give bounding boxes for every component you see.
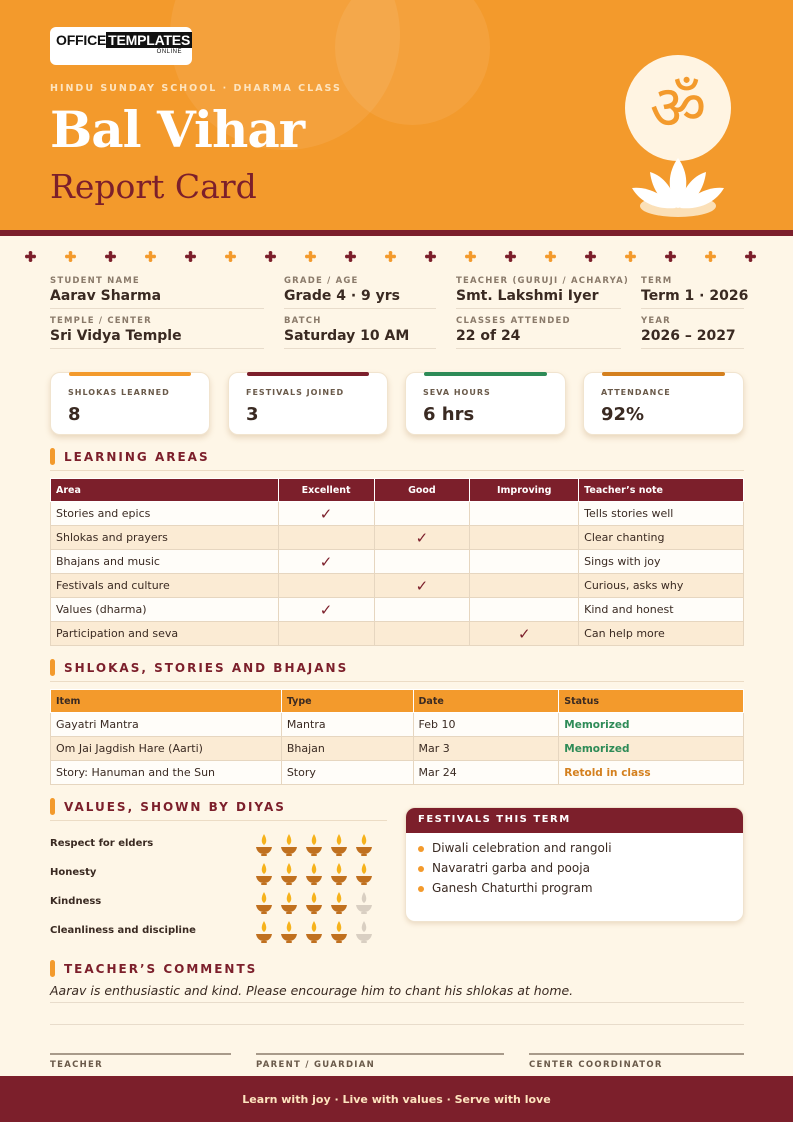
good-cell: ✓ bbox=[374, 574, 470, 598]
info-year bbox=[641, 316, 744, 349]
flower-dot-icon bbox=[705, 251, 716, 262]
flower-dot-icon bbox=[185, 251, 196, 262]
table-row bbox=[51, 502, 744, 526]
logo-text-office: OFFICE bbox=[56, 32, 107, 48]
value-row bbox=[50, 833, 390, 861]
info-label: GRADE / AGE bbox=[284, 276, 359, 286]
stat-card-seva bbox=[405, 372, 566, 435]
flower-dot-icon bbox=[265, 251, 276, 262]
diya-lit-icon bbox=[254, 891, 274, 915]
area-cell: Stories and epics bbox=[51, 502, 279, 526]
stat-label: FESTIVALS JOINED bbox=[246, 388, 345, 397]
footer-bar bbox=[0, 1076, 793, 1122]
note-cell: Clear chanting bbox=[579, 526, 744, 550]
diya-lit-icon bbox=[354, 833, 374, 857]
info-term bbox=[641, 276, 749, 309]
flower-dot-icon bbox=[665, 251, 676, 262]
area-cell: Values (dharma) bbox=[51, 598, 279, 622]
excellent-cell: ✓ bbox=[278, 598, 374, 622]
signature-teacher: TEACHER bbox=[50, 1053, 231, 1070]
improving-cell: ✓ bbox=[470, 622, 579, 646]
list-item: Ganesh Chaturthi program bbox=[418, 881, 731, 901]
info-teacher bbox=[456, 276, 629, 309]
flower-dot-icon bbox=[145, 251, 156, 262]
stat-value: 6 hrs bbox=[423, 404, 475, 425]
page-subtitle: Report Card bbox=[50, 167, 257, 206]
status-cell: Retold in class bbox=[559, 761, 744, 785]
stat-accent-bar bbox=[247, 372, 369, 376]
date-cell: Mar 3 bbox=[413, 737, 559, 761]
excellent-cell: ✓ bbox=[278, 550, 374, 574]
info-label: TEMPLE / CENTER bbox=[50, 316, 152, 326]
attended-value: 22 of 24 bbox=[456, 328, 621, 349]
excellent-cell bbox=[278, 622, 374, 646]
col-header-area: Area bbox=[51, 479, 279, 502]
diya-unlit-icon bbox=[354, 920, 374, 944]
flower-dot-icon bbox=[545, 251, 556, 262]
comment-line bbox=[50, 1002, 744, 1003]
excellent-cell: ✓ bbox=[278, 502, 374, 526]
stat-accent-bar bbox=[69, 372, 191, 376]
excellent-cell bbox=[278, 526, 374, 550]
diya-unlit-icon bbox=[354, 891, 374, 915]
col-header-item: Item bbox=[51, 690, 282, 713]
festivals-card bbox=[405, 807, 744, 922]
shlokas-table bbox=[50, 689, 744, 785]
table-row bbox=[51, 713, 744, 737]
values-heading: VALUES, SHOWN BY DIYAS bbox=[50, 800, 286, 814]
section-divider bbox=[50, 470, 744, 471]
info-label: TEACHER (GURUJI / ACHARYA) bbox=[456, 276, 629, 286]
flower-dot-icon bbox=[425, 251, 436, 262]
col-header-date: Date bbox=[413, 690, 559, 713]
diya-lit-icon bbox=[304, 833, 324, 857]
diya-lit-icon bbox=[279, 862, 299, 886]
teacher-comment: Aarav is enthusiastic and kind. Please encourage him to chant his shlokas at home. bbox=[50, 983, 574, 998]
stat-card-festivals bbox=[228, 372, 388, 435]
col-header-status: Status bbox=[559, 690, 744, 713]
table-row bbox=[51, 526, 744, 550]
term-value: Term 1 · 2026 bbox=[641, 288, 744, 309]
stat-value: 8 bbox=[68, 404, 81, 425]
info-student-name bbox=[50, 276, 264, 309]
flower-dot-icon bbox=[345, 251, 356, 262]
value-label: Cleanliness and discipline bbox=[50, 925, 196, 936]
diya-lit-icon bbox=[279, 920, 299, 944]
info-attended bbox=[456, 316, 621, 349]
value-row bbox=[50, 891, 390, 919]
good-cell bbox=[374, 502, 470, 526]
info-label: STUDENT NAME bbox=[50, 276, 140, 286]
type-cell: Bhajan bbox=[281, 737, 413, 761]
stat-label: SEVA HOURS bbox=[423, 388, 491, 397]
stat-label: ATTENDANCE bbox=[601, 388, 671, 397]
footer-motto: Learn with joy · Live with values · Serve with love bbox=[242, 1092, 551, 1106]
logo-subtext: ONLINE bbox=[156, 49, 182, 55]
flower-dot-icon bbox=[505, 251, 516, 262]
flower-dot-icon bbox=[625, 251, 636, 262]
stat-card-shlokas bbox=[50, 372, 210, 435]
comments-heading: TEACHER’S COMMENTS bbox=[50, 962, 257, 976]
col-header-type: Type bbox=[281, 690, 413, 713]
list-item: Diwali celebration and rangoli bbox=[418, 841, 731, 861]
info-batch bbox=[284, 316, 436, 349]
diya-lit-icon bbox=[254, 833, 274, 857]
table-header-row bbox=[51, 690, 744, 713]
improving-cell bbox=[470, 502, 579, 526]
info-label: TERM bbox=[641, 276, 673, 286]
stat-label: SHLOKAS LEARNED bbox=[68, 388, 170, 397]
info-label: YEAR bbox=[641, 316, 671, 326]
festivals-list bbox=[406, 833, 743, 901]
info-label: BATCH bbox=[284, 316, 322, 326]
table-header-row bbox=[51, 479, 744, 502]
flower-dot-icon bbox=[105, 251, 116, 262]
excellent-cell bbox=[278, 574, 374, 598]
value-label: Honesty bbox=[50, 867, 97, 878]
item-cell: Gayatri Mantra bbox=[51, 713, 282, 737]
flower-dot-icon bbox=[465, 251, 476, 262]
festivals-heading: FESTIVALS THIS TERM bbox=[406, 808, 743, 833]
value-row bbox=[50, 862, 390, 890]
dot-divider bbox=[25, 251, 770, 265]
note-cell: Tells stories well bbox=[579, 502, 744, 526]
stat-card-attendance bbox=[583, 372, 744, 435]
header-banner bbox=[0, 0, 793, 230]
school-eyebrow: HINDU SUNDAY SCHOOL · DHARMA CLASS bbox=[50, 83, 342, 94]
om-icon: ॐ bbox=[649, 71, 707, 144]
improving-cell bbox=[470, 598, 579, 622]
lotus-icon bbox=[628, 150, 728, 220]
diya-lit-icon bbox=[329, 833, 349, 857]
area-cell: Bhajans and music bbox=[51, 550, 279, 574]
flower-dot-icon bbox=[305, 251, 316, 262]
area-cell: Participation and seva bbox=[51, 622, 279, 646]
teacher-value: Smt. Lakshmi Iyer bbox=[456, 288, 621, 309]
flower-dot-icon bbox=[385, 251, 396, 262]
flower-dot-icon bbox=[585, 251, 596, 262]
improving-cell bbox=[470, 574, 579, 598]
center-value: Sri Vidya Temple bbox=[50, 328, 264, 349]
good-cell bbox=[374, 622, 470, 646]
table-row bbox=[51, 550, 744, 574]
table-row bbox=[51, 574, 744, 598]
diya-lit-icon bbox=[279, 891, 299, 915]
diya-lit-icon bbox=[279, 833, 299, 857]
stat-value: 92% bbox=[601, 404, 645, 425]
table-row bbox=[51, 598, 744, 622]
col-header-improving: Improving bbox=[470, 479, 579, 502]
section-divider bbox=[50, 681, 744, 682]
table-row bbox=[51, 737, 744, 761]
area-cell: Festivals and culture bbox=[51, 574, 279, 598]
item-cell: Om Jai Jagdish Hare (Aarti) bbox=[51, 737, 282, 761]
stat-accent-bar bbox=[424, 372, 547, 376]
info-center bbox=[50, 316, 264, 349]
batch-value: Saturday 10 AM bbox=[284, 328, 436, 349]
om-emblem bbox=[625, 55, 731, 161]
col-header-good: Good bbox=[374, 479, 470, 502]
diya-lit-icon bbox=[354, 862, 374, 886]
status-cell: Memorized bbox=[559, 737, 744, 761]
type-cell: Mantra bbox=[281, 713, 413, 737]
type-cell: Story bbox=[281, 761, 413, 785]
table-row bbox=[51, 761, 744, 785]
grade-value: Grade 4 · 9 yrs bbox=[284, 288, 436, 309]
flower-dot-icon bbox=[225, 251, 236, 262]
value-label: Kindness bbox=[50, 896, 102, 907]
diya-lit-icon bbox=[304, 891, 324, 915]
date-cell: Feb 10 bbox=[413, 713, 559, 737]
section-divider bbox=[50, 820, 387, 821]
area-cell: Shlokas and prayers bbox=[51, 526, 279, 550]
diya-lit-icon bbox=[304, 920, 324, 944]
note-cell: Can help more bbox=[579, 622, 744, 646]
learning-areas-heading: LEARNING AREAS bbox=[50, 450, 210, 464]
item-cell: Story: Hanuman and the Sun bbox=[51, 761, 282, 785]
learning-rows bbox=[51, 502, 744, 646]
diya-lit-icon bbox=[254, 862, 274, 886]
page-title: Bal Vihar bbox=[50, 100, 305, 159]
info-label: CLASSES ATTENDED bbox=[456, 316, 571, 326]
note-cell: Sings with joy bbox=[579, 550, 744, 574]
improving-cell bbox=[470, 526, 579, 550]
note-cell: Kind and honest bbox=[579, 598, 744, 622]
diya-lit-icon bbox=[329, 862, 349, 886]
good-cell bbox=[374, 550, 470, 574]
info-grade bbox=[284, 276, 436, 309]
diya-lit-icon bbox=[254, 920, 274, 944]
value-label: Respect for elders bbox=[50, 838, 154, 849]
stat-accent-bar bbox=[602, 372, 725, 376]
date-cell: Mar 24 bbox=[413, 761, 559, 785]
learning-areas-table bbox=[50, 478, 744, 646]
logo bbox=[50, 27, 192, 65]
list-item: Navaratri garba and pooja bbox=[418, 861, 731, 881]
signature-coordinator: CENTER COORDINATOR bbox=[529, 1053, 744, 1070]
comment-line bbox=[50, 1024, 744, 1025]
signature-parent: PARENT / GUARDIAN bbox=[256, 1053, 504, 1070]
stat-value: 3 bbox=[246, 404, 259, 425]
good-cell bbox=[374, 598, 470, 622]
improving-cell bbox=[470, 550, 579, 574]
shlokas-heading: SHLOKAS, STORIES AND BHAJANS bbox=[50, 661, 348, 675]
student-name-value: Aarav Sharma bbox=[50, 288, 264, 309]
table-row bbox=[51, 622, 744, 646]
diya-lit-icon bbox=[304, 862, 324, 886]
flower-dot-icon bbox=[65, 251, 76, 262]
header-divider bbox=[0, 230, 793, 236]
year-value: 2026 – 2027 bbox=[641, 328, 744, 349]
flower-dot-icon bbox=[745, 251, 756, 262]
col-header-note: Teacher’s note bbox=[579, 479, 744, 502]
diya-lit-icon bbox=[329, 920, 349, 944]
logo-text-templates: TEMPLATES bbox=[108, 32, 191, 48]
value-row bbox=[50, 920, 390, 948]
good-cell: ✓ bbox=[374, 526, 470, 550]
col-header-excellent: Excellent bbox=[278, 479, 374, 502]
diya-lit-icon bbox=[329, 891, 349, 915]
status-cell: Memorized bbox=[559, 713, 744, 737]
flower-dot-icon bbox=[25, 251, 36, 262]
note-cell: Curious, asks why bbox=[579, 574, 744, 598]
